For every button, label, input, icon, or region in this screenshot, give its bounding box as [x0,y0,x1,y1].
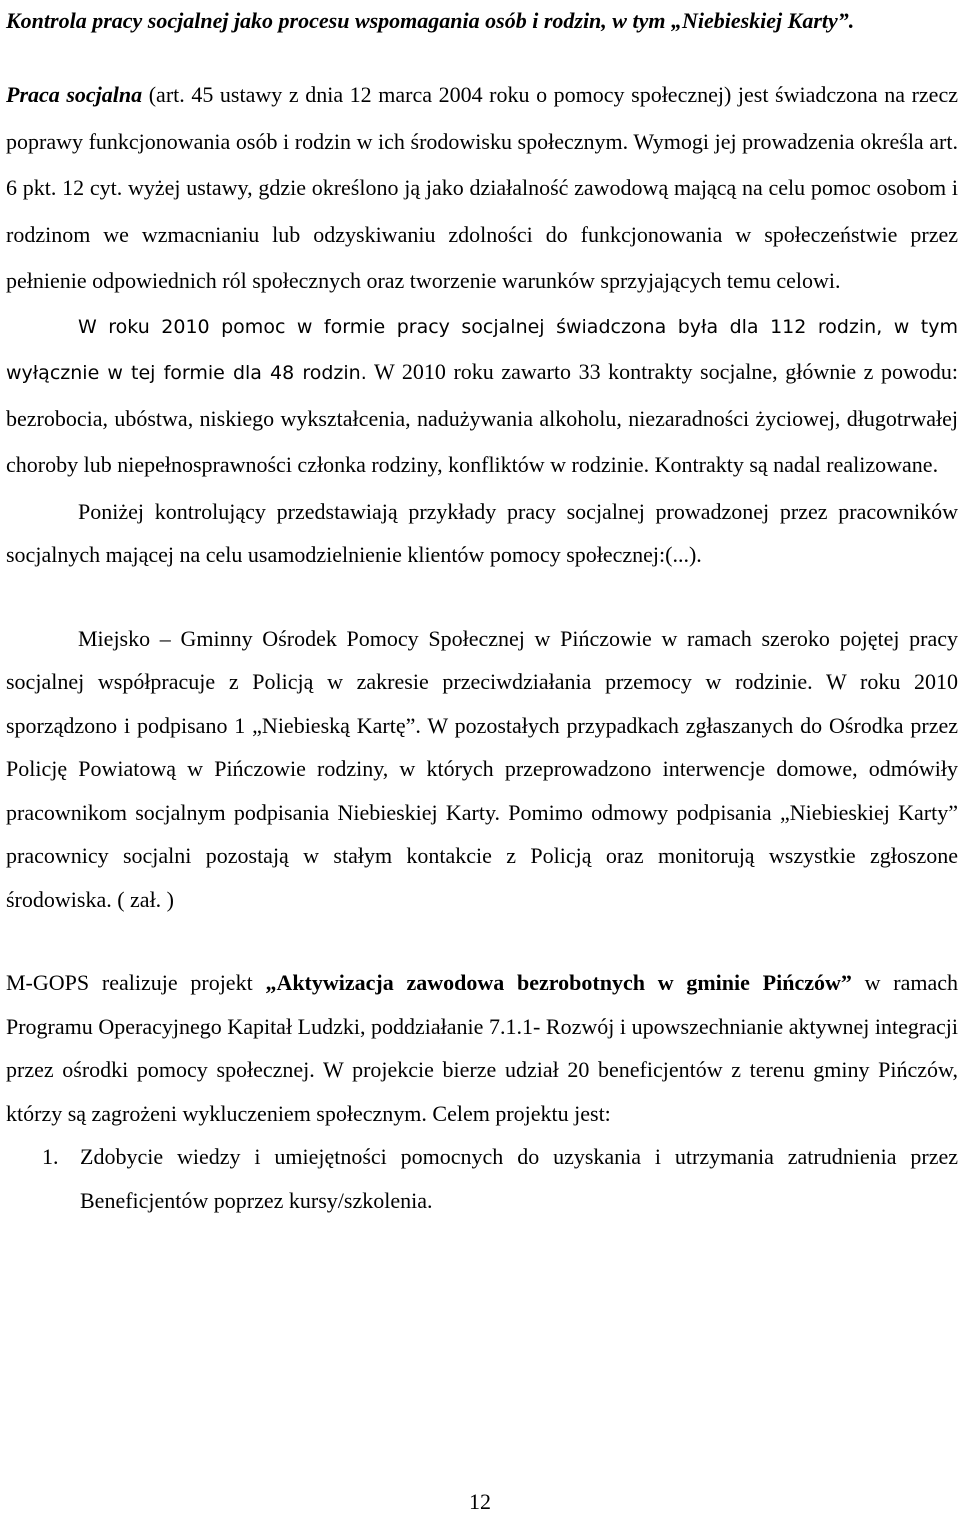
paragraph-praca-socjalna [6,73,958,306]
praca-socjalna-text: (art. 45 ustawy z dnia 12 marca 2004 roku o pomocy społecznej) jest świadczona na rzecz poprawy funkcjonowania osób i rodzin w ich środowisku społecznym. Wymogi jej prowadzenia określa art. 6 pkt. 12 cyt. wyżej ustawy, gdzie określono ją jako działalność zawodową mającą na celu pomoc osobom i rodzinom we wzmacnianiu lub odzyskiwaniu zdolności do funkcjonowania w społeczeństwie przez pełnienie odpowiednich ról społecznych oraz tworzenie warunków sprzyjających temu celowi. [6,82,958,293]
paragraph-niebieska-karta: Miejsko – Gminny Ośrodek Pomocy Społecznej w Pińczowie w ramach szeroko pojętej pracy socjalnej współpracuje z Policją w zakresie przeciwdziałania przemocy w rodzinie. W roku 2010 sporządzono i podpisano 1 „Niebieską Kartę”. W pozostałych przypadkach zgłaszanych do Ośrodka przez Policję Powiatową w Pińczowie rodziny, w których przeprowadzono interwencje domowe, odmówiły pracownikom socjalnym podpisania Niebieskiej Karty. Pomimo odmowy podpisania „Niebieskiej Karty” pracownicy socjalni pozostają w stałym kontakcie z Policją oraz monitorują wszystkie zgłoszone środowiska. ( zał. ) [6,625,958,912]
project-intro: M-GOPS realizuje projekt [6,970,266,995]
paragraph-project [6,961,958,1135]
section-title: Kontrola pracy socjalnej jako procesu wspomagania osób i rodzin, w tym „Niebieskiej Karty”. [6,8,855,33]
statistics-serif-text: W 2010 roku zawarto 33 kontrakty socjalne, głównie z powodu: bezrobocia, ubóstwa, niskiego wykształcenia, nadużywania alkoholu, niezaradności życiowej, długotrwałej choroby lub niepełnosprawności członka rodziny, konfliktów w rodzinie. Kontrakty są nadal realizowane. [6,359,958,477]
list-item [6,1135,958,1222]
statistics-sans-text: W roku 2010 pomoc w formie pracy socjalnej świadczona była dla 112 rodzin, w tym wyłącznie w tej formie dla 48 rodzin. [6,315,958,384]
list-item-text: Zdobycie wiedzy i umiejętności pomocnych do uzyskania i utrzymania zatrudnienia przez Beneficjentów poprzez kursy/szkolenia. [80,1144,958,1213]
spacer [6,577,958,617]
list-item-number: 1. [42,1144,59,1169]
page-number: 12 [469,1489,491,1514]
project-description: w ramach Programu Operacyjnego Kapitał Ludzki, poddziałanie 7.1.1- Rozwój i upowszechnianie aktywnej integracji przez ośrodki pomocy społecznej. W projekcie bierze udział 20 beneficjentów z terenu gminy Pińczów, którzy są zagrożeni wykluczeniem społecznym. Celem projektu jest: [6,970,959,1126]
paragraph-examples: Poniżej kontrolujący przedstawiają przykłady pracy socjalnej prowadzonej przez pracowników socjalnych mającej na celu usamodzielnienie klientów pomocy społecznej:(...). [6,498,958,567]
project-goals-list [6,1135,958,1222]
spacer [6,42,958,73]
praca-socjalna-label: Praca socjalna [6,82,143,107]
spacer [6,921,958,961]
document-page [6,0,958,1222]
paragraph-statistics [6,306,958,490]
project-name: „Aktywizacja zawodowa bezrobotnych w gminie Pińczów” [265,970,852,995]
